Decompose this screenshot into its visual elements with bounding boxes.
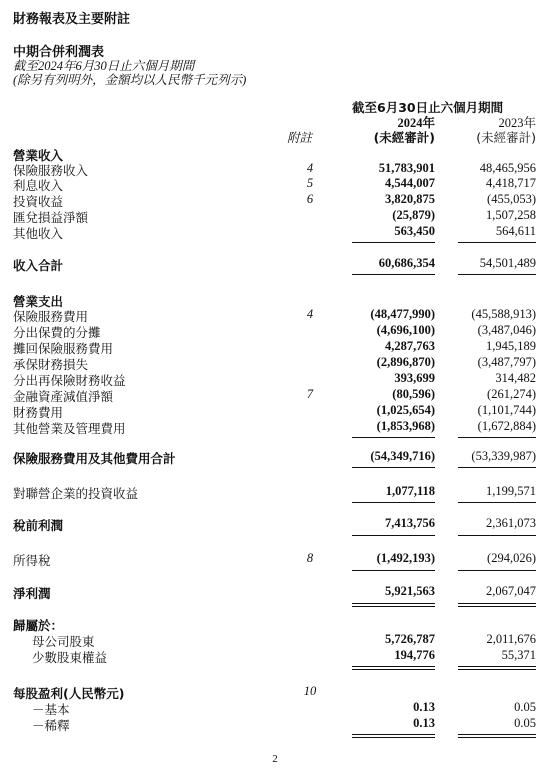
row-note: 8 xyxy=(306,551,314,565)
row-label: 金融資產減值淨額 xyxy=(13,389,114,404)
attrib-heading: 歸屬於： xyxy=(13,618,64,633)
row-current: 563,450 xyxy=(394,224,435,238)
row-note: 5 xyxy=(306,176,314,190)
row-prior: (53,339,987) xyxy=(471,449,536,463)
table-row xyxy=(0,323,550,338)
row-label: 所得稅 xyxy=(13,553,51,568)
row-current: 0.13 xyxy=(413,700,435,714)
row-prior: 564,611 xyxy=(495,224,536,238)
double-rule-prior xyxy=(458,734,536,738)
row-prior: (3,487,797) xyxy=(477,355,536,369)
row-current: (25,879) xyxy=(392,208,435,222)
table-row xyxy=(0,192,550,207)
row-current: (1,025,654) xyxy=(376,403,435,417)
subtotal-rule-prior xyxy=(458,535,536,536)
table-row xyxy=(0,307,550,322)
subtotal-rule-prior xyxy=(458,437,536,438)
eps-heading-row xyxy=(0,684,550,699)
row-label: 投資收益 xyxy=(13,194,64,209)
revenue-heading: 營業收入 xyxy=(13,148,64,163)
row-current: 0.13 xyxy=(413,716,435,730)
period-column-header: 截至6月30日止六個月期間 xyxy=(352,100,504,115)
row-current: (54,349,716) xyxy=(370,449,435,463)
row-label: 保險服務費用及其他費用合計 xyxy=(13,451,176,466)
expenses-heading-row xyxy=(0,292,550,307)
row-prior: (1,101,744) xyxy=(477,403,536,417)
table-row xyxy=(0,419,550,434)
table-row xyxy=(0,355,550,370)
row-prior: 0.05 xyxy=(514,716,536,730)
double-rule-prior xyxy=(458,603,536,607)
table-row xyxy=(0,700,550,715)
section-title: 財務報表及主要附註 xyxy=(13,12,131,27)
row-label: 分出保費的分攤 xyxy=(13,325,101,340)
table-row xyxy=(0,387,550,402)
row-label: 保險服務收入 xyxy=(13,163,89,178)
row-label: 攤回保險服務費用 xyxy=(13,341,114,356)
revenue-total-row xyxy=(0,256,550,271)
table-row xyxy=(0,161,550,176)
table-row xyxy=(0,339,550,354)
row-prior: 2,361,073 xyxy=(486,516,536,530)
row-label: －稀釋 xyxy=(32,718,70,733)
associates-row xyxy=(0,484,550,499)
row-prior: (1,672,884) xyxy=(477,419,536,433)
row-current: 4,544,007 xyxy=(385,176,435,190)
statement-title: 中期合併利潤表 xyxy=(13,45,105,60)
double-rule-current xyxy=(352,666,435,670)
row-current: (2,896,870) xyxy=(376,355,435,369)
table-row xyxy=(0,224,550,239)
row-note: 4 xyxy=(306,161,314,175)
table-row xyxy=(0,716,550,731)
row-label: 少數股東權益 xyxy=(32,650,108,665)
row-current: 4,287,763 xyxy=(385,339,435,353)
row-current: (48,477,990) xyxy=(370,307,435,321)
row-current: 1,077,118 xyxy=(385,484,435,498)
row-current: (80,596) xyxy=(392,387,435,401)
row-current: 51,783,901 xyxy=(378,161,435,175)
row-label: 承保財務損失 xyxy=(13,357,89,372)
row-label: 分出再保險財務收益 xyxy=(13,373,126,388)
row-prior: 54,501,489 xyxy=(479,256,536,270)
table-row xyxy=(0,208,550,223)
total-rule-prior xyxy=(458,274,536,275)
row-prior: 48,465,956 xyxy=(479,161,536,175)
row-note: 7 xyxy=(306,387,314,401)
subtotal-rule-prior xyxy=(458,502,536,503)
double-rule-current xyxy=(352,734,435,738)
row-current: 5,726,787 xyxy=(385,632,435,646)
row-current: (1,853,968) xyxy=(376,419,435,433)
row-label: 匯兌損益淨額 xyxy=(13,210,89,225)
row-prior: (3,487,046) xyxy=(477,323,536,337)
row-label: 母公司股東 xyxy=(32,634,95,649)
notes-column-header: 附註 xyxy=(287,131,313,145)
row-label: 其他營業及管理費用 xyxy=(13,421,126,436)
row-label: 財務費用 xyxy=(13,405,64,420)
pretax-row xyxy=(0,516,550,531)
tax-row xyxy=(0,551,550,566)
table-row xyxy=(0,648,550,663)
expenses-total-row xyxy=(0,449,550,464)
row-current: 3,820,875 xyxy=(385,192,435,206)
row-label: 利息收入 xyxy=(13,178,64,193)
table-row xyxy=(0,632,550,647)
row-prior: 2,067,047 xyxy=(486,584,536,598)
row-prior: 1,199,571 xyxy=(486,484,536,498)
expenses-heading: 營業支出 xyxy=(13,294,64,309)
subtotal-rule-prior xyxy=(458,570,536,571)
row-prior: 1,945,189 xyxy=(486,339,536,353)
current-status-header: (未經審計) xyxy=(373,130,435,145)
prior-status-header: (未經審計) xyxy=(476,130,536,145)
subtotal-rule-current xyxy=(352,242,435,243)
row-label: 其他收入 xyxy=(13,226,64,241)
current-year-header: 2024年 xyxy=(397,116,435,130)
double-rule-prior xyxy=(458,666,536,670)
table-row xyxy=(0,371,550,386)
row-prior: 55,371 xyxy=(501,648,536,662)
row-label: 稅前利潤 xyxy=(13,518,64,533)
row-prior: 1,507,258 xyxy=(486,208,536,222)
row-prior: 0.05 xyxy=(514,700,536,714)
row-prior: 4,418,717 xyxy=(486,176,536,190)
row-current: 60,686,354 xyxy=(378,256,435,270)
row-label: 淨利潤 xyxy=(13,586,51,601)
row-current: 194,776 xyxy=(394,648,435,662)
row-prior: (294,026) xyxy=(487,551,536,565)
row-prior: (261,274) xyxy=(487,387,536,401)
row-current: 393,699 xyxy=(394,371,435,385)
subtotal-rule-current xyxy=(352,502,435,503)
row-current: 5,921,563 xyxy=(385,584,435,598)
net-profit-row xyxy=(0,584,550,599)
table-row xyxy=(0,403,550,418)
prior-year-header: 2023年 xyxy=(498,116,536,130)
statement-period: 截至2024年6月30日止六個月期間 xyxy=(13,59,195,73)
subtotal-rule-prior xyxy=(458,242,536,243)
row-label: 對聯營企業的投資收益 xyxy=(13,486,139,501)
eps-heading: 每股盈利(人民幣元) xyxy=(13,686,125,701)
attrib-heading-row xyxy=(0,616,550,631)
row-note: 4 xyxy=(306,307,314,321)
row-label: －基本 xyxy=(32,702,70,717)
table-row xyxy=(0,176,550,191)
row-prior: (45,588,913) xyxy=(471,307,536,321)
statement-note: (除另有列明外，金額均以人民幣千元列示) xyxy=(13,73,247,87)
row-prior: 2,011,676 xyxy=(486,632,536,646)
row-label: 保險服務費用 xyxy=(13,309,89,324)
total-rule-current xyxy=(352,274,435,275)
row-current: (1,492,193) xyxy=(376,551,435,565)
subtotal-rule-current xyxy=(352,437,435,438)
row-label: 收入合計 xyxy=(13,258,64,273)
row-current: (4,696,100) xyxy=(376,323,435,337)
row-prior: 314,482 xyxy=(495,371,536,385)
subtotal-rule-current xyxy=(352,535,435,536)
row-note: 10 xyxy=(303,684,317,698)
subtotal-rule-current xyxy=(352,570,435,571)
total-rule-current xyxy=(352,467,435,468)
double-rule-current xyxy=(352,603,435,607)
row-current: 7,413,756 xyxy=(385,516,435,530)
revenue-heading-row xyxy=(0,146,550,161)
page-number: 2 xyxy=(272,753,278,765)
row-note: 6 xyxy=(306,192,314,206)
row-prior: (455,053) xyxy=(487,192,536,206)
total-rule-prior xyxy=(458,467,536,468)
